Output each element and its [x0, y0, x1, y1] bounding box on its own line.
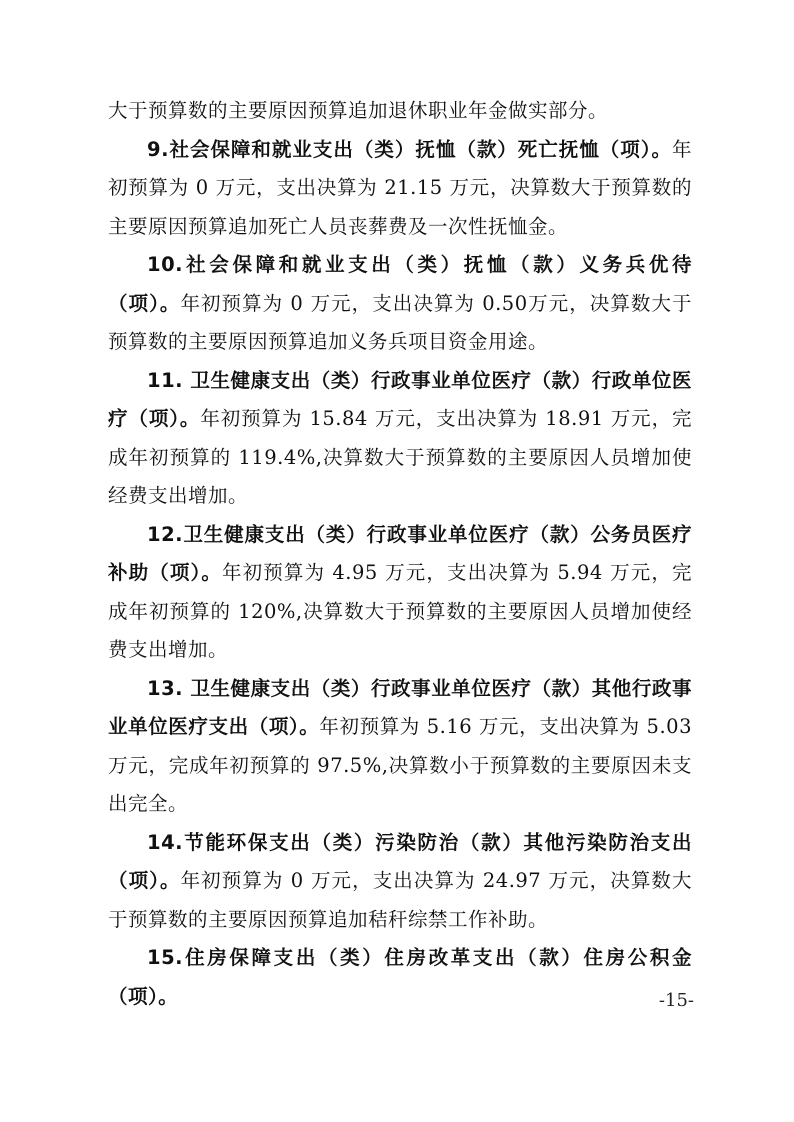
paragraph-item-13 — [108, 670, 692, 824]
item-heading: 13. 卫生健康支出（类）行政事业单位医疗（款）其他行政事业单位医疗支出（项）。 — [108, 676, 692, 738]
paragraph-item-15 — [108, 939, 692, 1016]
paragraph-item-9 — [108, 131, 692, 247]
paragraph-item-11 — [108, 362, 692, 516]
item-heading: 9.社会保障和就业支出（类）抚恤（款）死亡抚恤（项）。 — [147, 137, 672, 161]
item-body: 年初预算为 15.84 万元，支出决算为 18.91 万元，完成年初预算的 119.4%,决算数大于预算数的主要原因人员增加使经费支出增加。 — [108, 407, 692, 507]
paragraph-item-12 — [108, 516, 692, 670]
item-body: 年初预算为 0 万元，支出决算为 24.97 万元，决算数大于预算数的主要原因预算追加秸秆综禁工作补助。 — [108, 869, 692, 931]
item-body: 年初预算为 0 万元，支出决算为 21.15 万元，决算数大于预算数的主要原因预算追加死亡人员丧葬费及一次性抚恤金。 — [108, 137, 692, 238]
item-body: 年初预算为 5.16 万元，支出决算为 5.03 万元，完成年初预算的 97.5%,决算数小于预算数的主要原因未支出完全。 — [108, 715, 692, 815]
item-heading: 10.社会保障和就业支出（类）抚恤（款）义务兵优待（项）。 — [108, 253, 692, 315]
item-body: 年初预算为 0 万元，支出决算为 0.50万元，决算数大于预算数的主要原因预算追加义务兵项目资金用途。 — [108, 291, 692, 353]
item-heading: 15.住房保障支出（类）住房改革支出（款）住房公积金（项）。 — [108, 946, 692, 1008]
page-number: -15- — [658, 990, 694, 1011]
item-heading: 12.卫生健康支出（类）行政事业单位医疗（款）公务员医疗补助（项）。 — [108, 522, 692, 584]
paragraph-item-14 — [108, 824, 692, 940]
item-heading: 14.节能环保支出（类）污染防治（款）其他污染防治支出（项）。 — [108, 830, 692, 892]
document-body — [108, 92, 692, 1016]
item-heading: 11. 卫生健康支出（类）行政事业单位医疗（款）行政单位医疗（项）。 — [108, 368, 692, 430]
paragraph-item-10 — [108, 246, 692, 362]
paragraph-body: 大于预算数的主要原因预算追加退休职业年金做实部分。 — [108, 99, 609, 122]
paragraph-continuation — [108, 92, 692, 131]
item-body: 年初预算为 4.95 万元，支出决算为 5.94 万元，完成年初预算的 120%,决算数大于预算数的主要原因人员增加使经费支出增加。 — [108, 561, 692, 661]
